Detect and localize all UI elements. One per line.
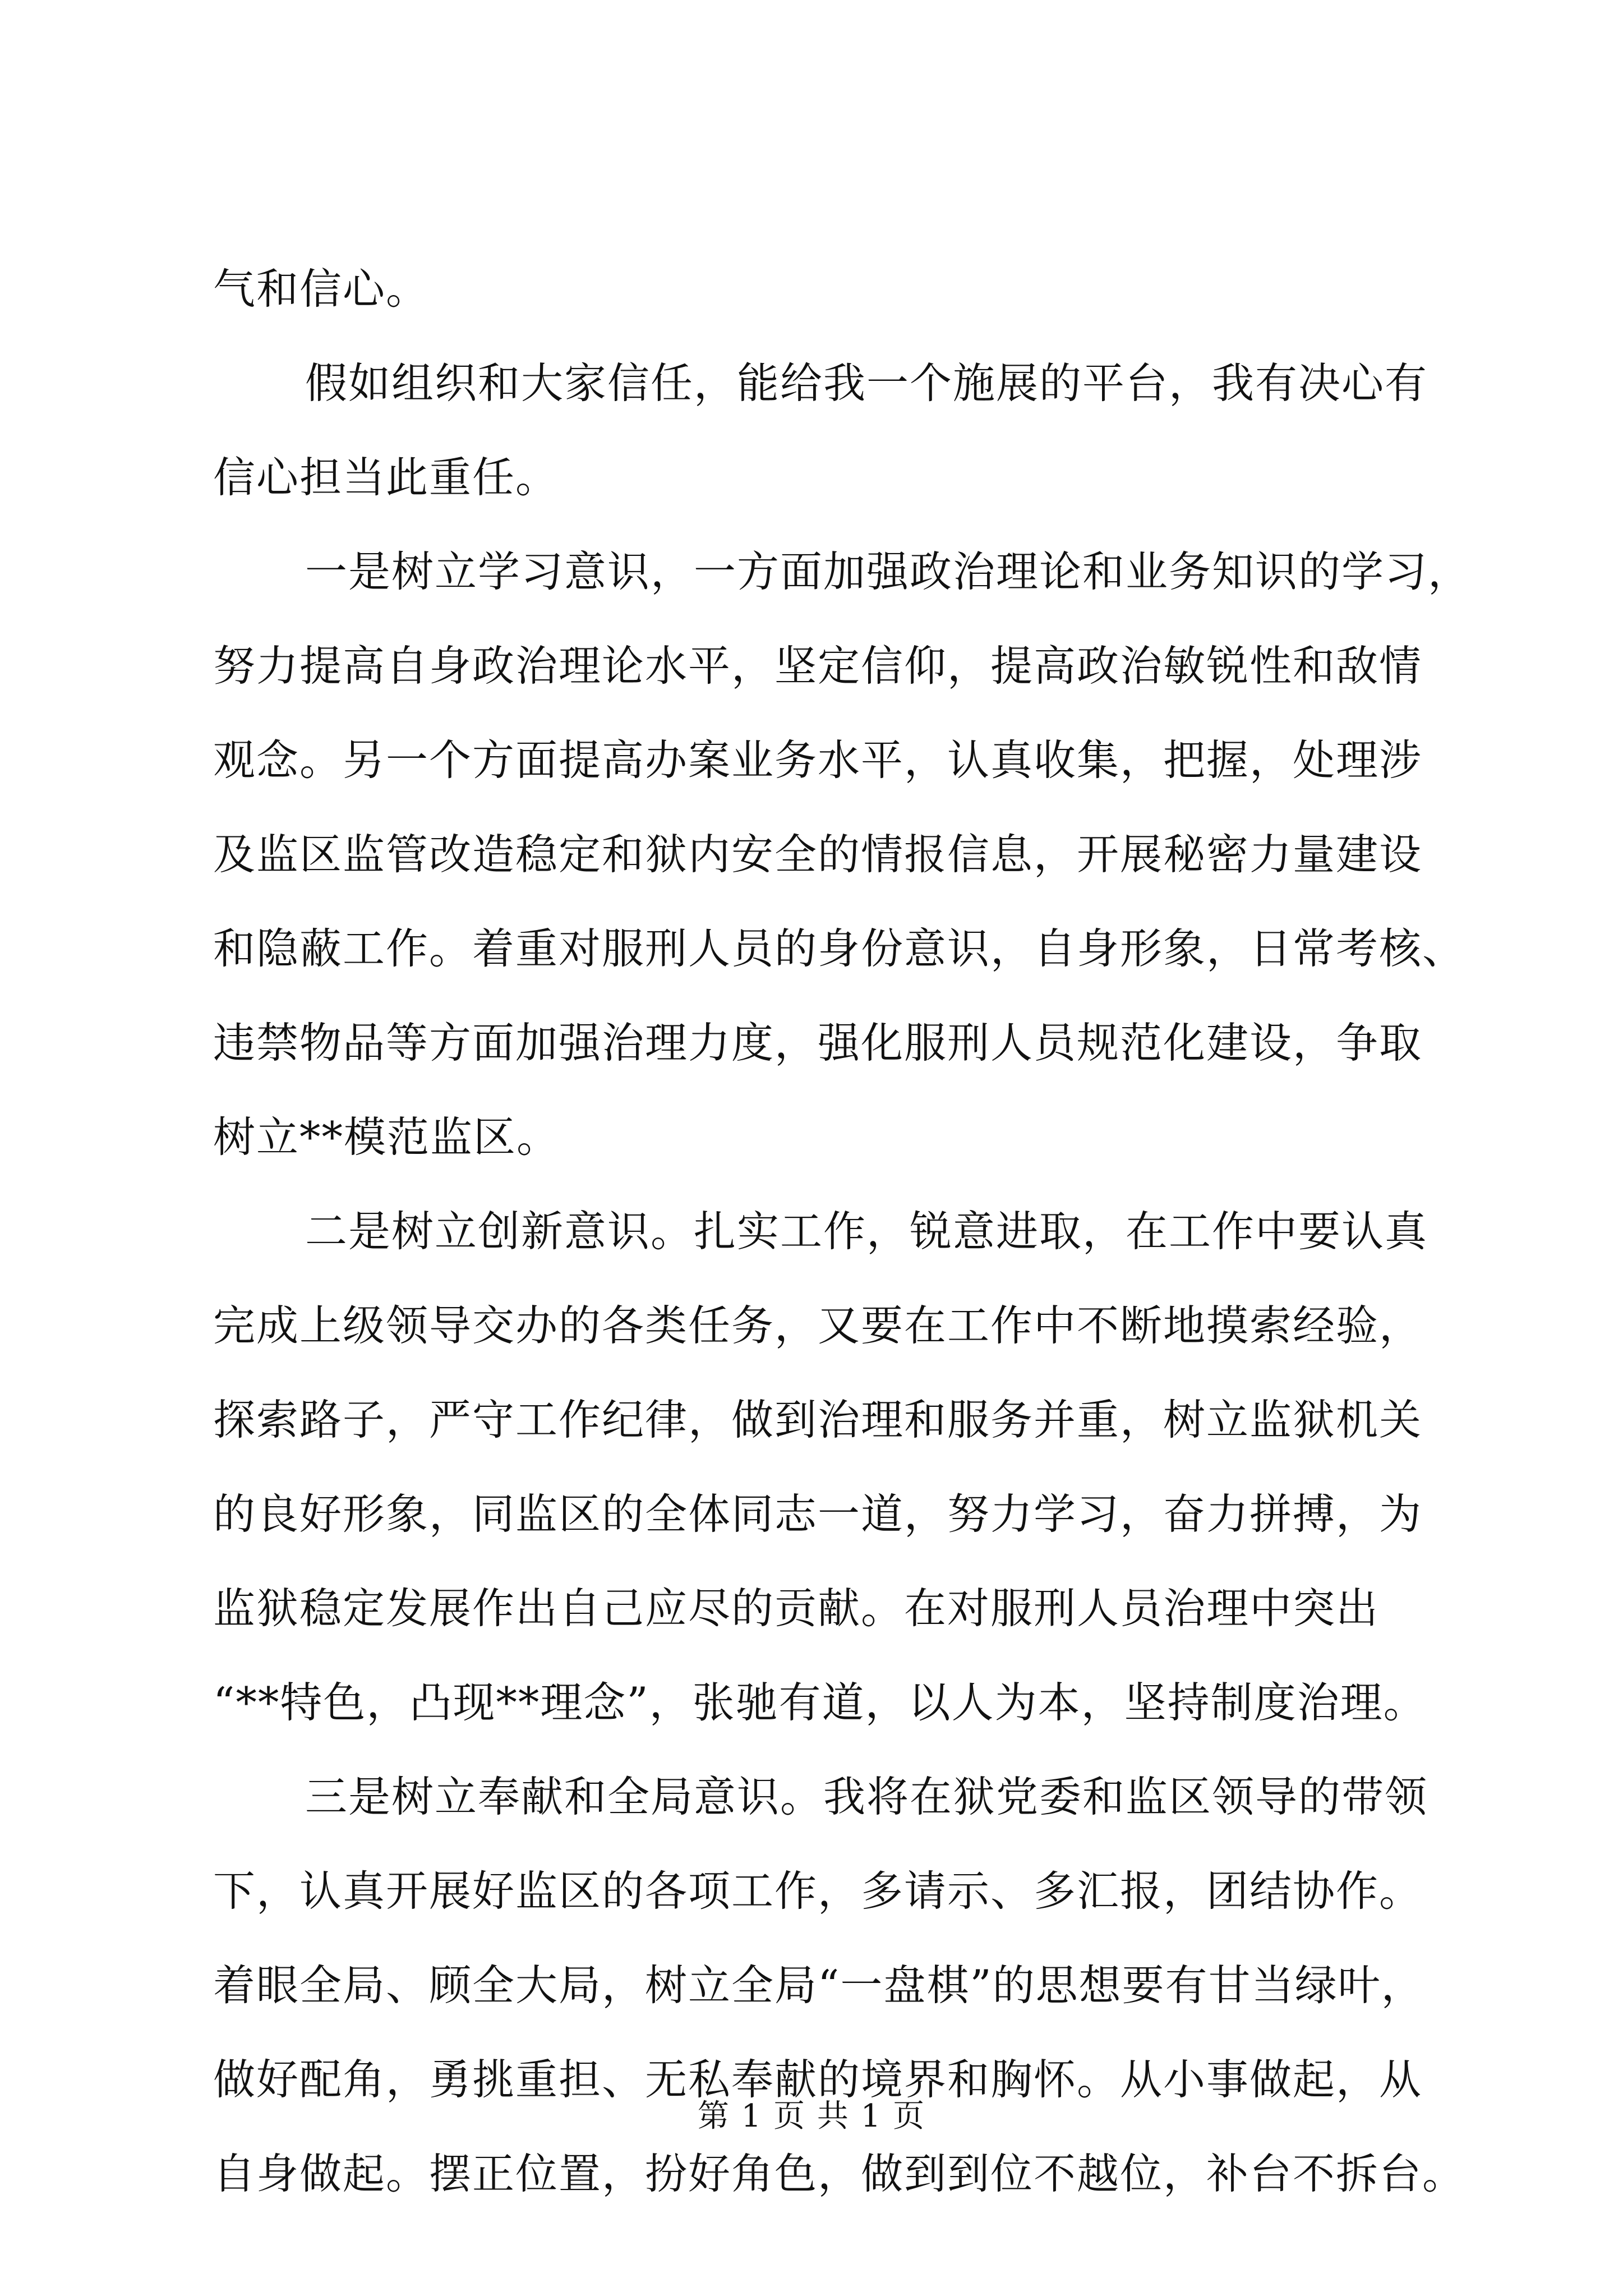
- text-line: 探索路子，严守工作纪律，做到治理和服务并重，树立监狱机关: [213, 1395, 1423, 1444]
- page-number-footer: 第 1 页 共 1 页: [697, 2098, 926, 2134]
- text-line: 完成上级领导交办的各类任务，又要在工作中不断地摸索经验，: [213, 1301, 1423, 1350]
- document-body: [213, 264, 1472, 2243]
- text-line: 信心担当此重任。: [213, 453, 559, 502]
- text-line: 努力提高自身政治理论水平，坚定信仰，提高政治敏锐性和敌情: [213, 641, 1423, 691]
- text-line: 三是树立奉献和全局意识。我将在狱党委和监区领导的带领: [305, 1772, 1428, 1821]
- text-line: 自身做起。摆正位置，扮好角色，做到到位不越位，补台不拆台。: [213, 2149, 1466, 2198]
- text-line: 二是树立创新意识。扎实工作，锐意进取，在工作中要认真: [305, 1207, 1428, 1256]
- text-line: 下，认真开展好监区的各项工作，多请示、多汇报，团结协作。: [213, 1866, 1423, 1916]
- text-line: 和隐蔽工作。着重对服刑人员的身份意识，自身形象，日常考核、: [213, 924, 1466, 973]
- text-line: 假如组织和大家信任，能给我一个施展的平台，我有决心有: [305, 358, 1428, 408]
- text-line: 的良好形象，同监区的全体同志一道，努力学习，奋力拼搏，为: [213, 1489, 1423, 1539]
- text-line: 及监区监管改造稳定和狱内安全的情报信息，开展秘密力量建设: [213, 830, 1423, 879]
- text-line: 违禁物品等方面加强治理力度，强化服刑人员规范化建设，争取: [213, 1018, 1423, 1068]
- text-line: 一是树立学习意识，一方面加强政治理论和业务知识的学习，: [305, 547, 1472, 596]
- text-line: 做好配角，勇挑重担、无私奉献的境界和胸怀。从小事做起，从: [213, 2055, 1423, 2104]
- text-line: 监狱稳定发展作出自己应尽的贡献。在对服刑人员治理中突出: [213, 1584, 1380, 1633]
- text-line: 气和信心。: [213, 264, 430, 314]
- text-line: 着眼全局、顾全大局，树立全局“一盘棋”的思想要有甘当绿叶，: [213, 1961, 1424, 2010]
- text-line: “**特色，凸现**理念”，张驰有道，以人为本，坚持制度治理。: [213, 1678, 1427, 1727]
- text-line: 观念。另一个方面提高办案业务水平，认真收集，把握，处理涉: [213, 735, 1423, 785]
- text-line: 树立**模范监区。: [213, 1112, 560, 1162]
